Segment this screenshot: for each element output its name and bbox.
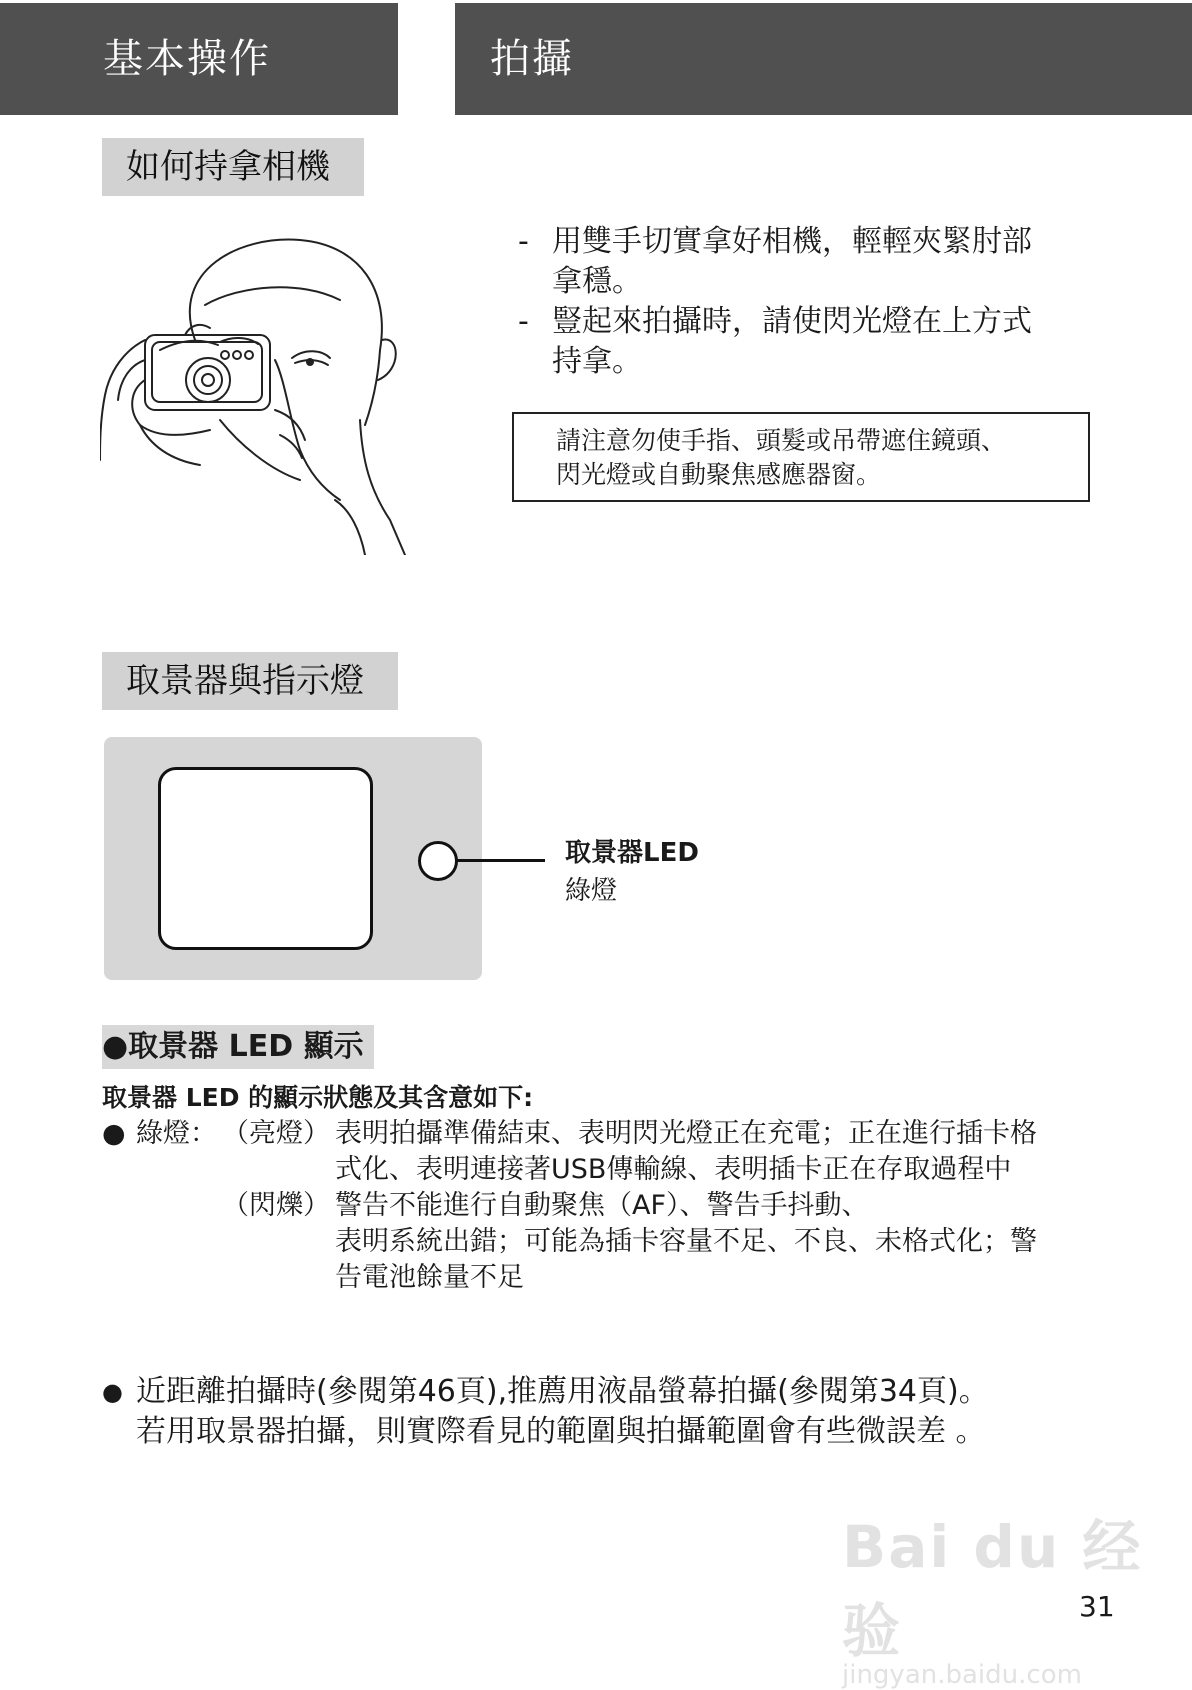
section-title-holding: 如何持拿相機 xyxy=(102,138,364,196)
closeup-line: 近距離拍攝時(參閱第46頁),推薦用液晶螢幕拍攝(參閱第34頁)。 xyxy=(136,1374,989,1409)
instruction-line: 豎起來拍攝時，請使閃光燈在上方式 xyxy=(552,304,1032,339)
caution-line: 閃光燈或自動聚焦感應器窗。 xyxy=(556,460,882,489)
chapter-header xyxy=(0,3,398,115)
caution-note xyxy=(512,412,1090,502)
description-line: 式化、表明連接著USB傳輸線、表明插卡正在存取過程中 xyxy=(335,1154,1012,1185)
description-line: 告電池餘量不足 xyxy=(335,1262,524,1293)
led-callout xyxy=(565,834,699,910)
viewfinder-window xyxy=(158,767,373,950)
description-line: 表明拍攝準備結束、表明閃光燈正在充電；正在進行插卡格 xyxy=(335,1118,1037,1149)
led-display-intro: 取景器 LED 的顯示狀態及其含意如下: xyxy=(102,1083,534,1112)
led-pointer-line xyxy=(457,859,545,862)
led-name: 取景器LED xyxy=(565,838,699,868)
section-header-title: 拍攝 xyxy=(490,36,574,82)
instruction-line: 持拿。 xyxy=(552,344,642,379)
watermark-brand: Bai du 经验 xyxy=(842,1513,1143,1665)
instruction-line: 用雙手切實拿好相機，輕輕夾緊肘部 xyxy=(552,224,1032,259)
viewfinder-led-icon xyxy=(418,841,458,881)
led-state-lit: （亮燈） xyxy=(222,1118,330,1149)
baidu-watermark xyxy=(842,1500,1192,1690)
holding-instructions xyxy=(518,222,1118,382)
closeup-note xyxy=(102,1372,989,1452)
watermark-url: jingyan.baidu.com xyxy=(842,1660,1082,1690)
chapter-title: 基本操作 xyxy=(103,36,271,82)
led-color: 綠燈 xyxy=(565,876,618,906)
description-line: 警告不能進行自動聚焦（AF）、警告手抖動、 xyxy=(335,1190,869,1221)
instruction-item xyxy=(518,302,1118,382)
led-state-blink: （閃爍） xyxy=(222,1190,330,1221)
led-item-label: 綠燈： xyxy=(136,1118,217,1149)
dash-marker: - xyxy=(518,224,529,259)
instruction-line: 拿穩。 xyxy=(552,264,642,299)
section-header xyxy=(455,3,1192,115)
closeup-line: 若用取景器拍攝，則實際看見的範圍與拍攝範圍會有些微誤差 。 xyxy=(136,1414,986,1449)
led-state-blink-description xyxy=(335,1188,1037,1296)
led-state-lit-description xyxy=(335,1116,1037,1188)
viewfinder-diagram xyxy=(104,737,482,980)
led-display-title: ●取景器 LED 顯示 xyxy=(102,1025,374,1069)
led-item-marker: ● xyxy=(102,1118,126,1149)
description-line: 表明系統出錯；可能為插卡容量不足、不良、未格式化；警 xyxy=(335,1226,1037,1257)
dash-marker: - xyxy=(518,304,529,339)
person-holding-camera-icon xyxy=(100,230,420,555)
instruction-item xyxy=(518,222,1118,302)
section-title-viewfinder: 取景器與指示燈 xyxy=(102,652,398,710)
caution-line: 請注意勿使手指、頭髮或吊帶遮住鏡頭、 xyxy=(556,426,1007,455)
page-number: 31 xyxy=(1079,1590,1115,1623)
bullet-marker: ● xyxy=(102,1378,123,1406)
